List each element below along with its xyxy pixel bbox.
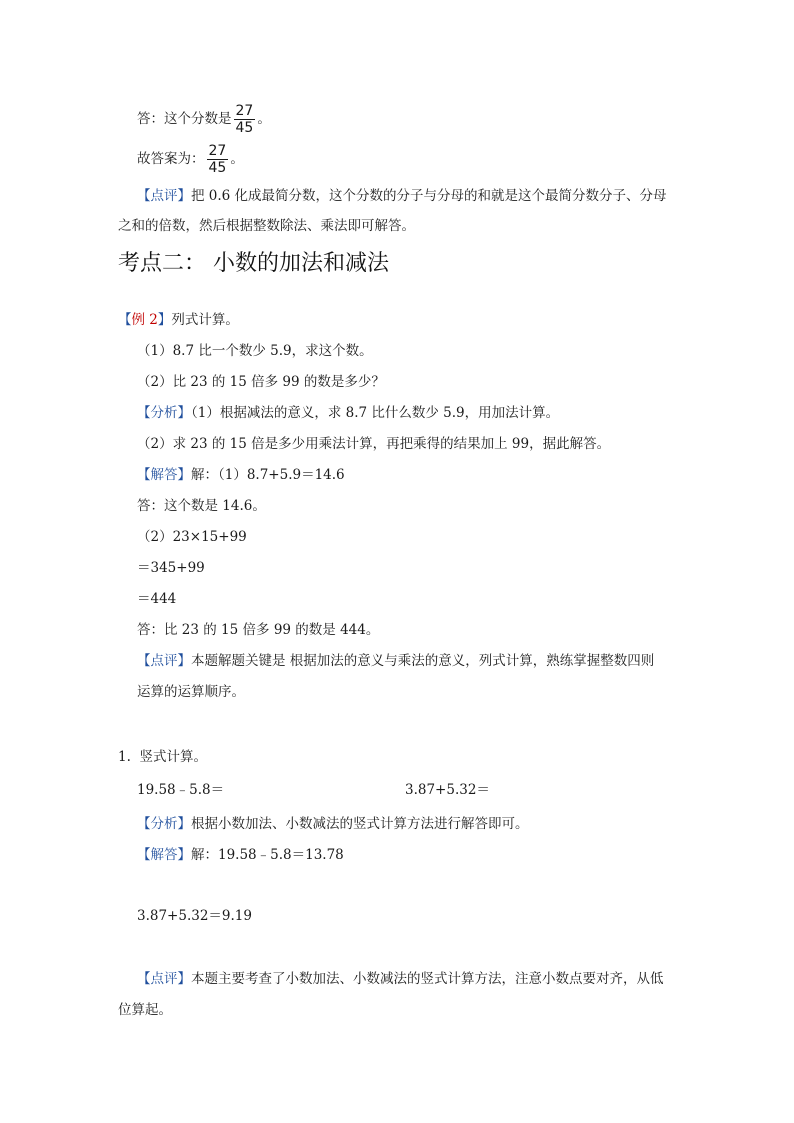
exercise-comment-line-1 (137, 969, 664, 989)
exercise-solution-2: 3.87+5.32＝9.19 (137, 908, 252, 924)
comment-tag: 【点评】 (137, 188, 191, 204)
analysis-text-1: （1）根据减法的意义，求 8.7 比什么数少 5.9，用加法计算。 (191, 405, 560, 421)
bracket-right: 】 (157, 312, 172, 328)
expression-1: 19.58﹣5.8＝ (137, 782, 225, 798)
comment-text-2: 之和的倍数，然后根据整数除法、乘法即可解答。 (118, 218, 415, 234)
answer-prefix: 答：这个分数是 (137, 111, 232, 127)
so-suffix: 。 (230, 151, 244, 167)
bracket-left: 【 (118, 312, 132, 328)
exercise-solution-1 (137, 845, 344, 865)
example-2-tag (118, 312, 171, 328)
fraction-numerator: 27 (235, 103, 254, 119)
so-prefix: 故答案为： (137, 151, 205, 167)
example-2-label: 例 2 (131, 312, 158, 328)
analysis-tag: 【分析】 (137, 816, 191, 832)
analysis-tag: 【分析】 (137, 405, 191, 421)
fraction-27-45-second (207, 144, 229, 175)
comment-line-2 (118, 216, 415, 236)
comment-tag: 【点评】 (137, 971, 191, 987)
step-1: （2）23×15+99 (137, 529, 247, 545)
comment-2-line-2: 运算的运算顺序。 (137, 684, 245, 700)
exercise-comment-line-2: 位算起。 (118, 1002, 172, 1018)
comment-line-1 (137, 186, 667, 206)
answer-line (137, 104, 271, 135)
analysis-line-2: （2）求 23 的 15 倍是多少用乘法计算，再把乘得的结果加上 99，据此解答。 (137, 436, 611, 452)
analysis-line-1 (137, 403, 559, 423)
question-2: （2）比 23 的 15 倍多 99 的数是多少？ (137, 374, 385, 390)
answer-1: 答：这个数是 14.6。 (137, 498, 266, 514)
fraction-numerator: 27 (208, 143, 227, 159)
exercise-title: 竖式计算。 (139, 749, 207, 765)
fraction-denominator: 45 (235, 120, 254, 136)
fraction-denominator: 45 (208, 160, 227, 176)
answer-2: 答：比 23 的 15 倍多 99 的数是 444。 (137, 622, 380, 638)
comment-text: 把 0.6 化成最简分数，这个分数的分子与分母的和就是这个最简分数分子、分母 (191, 188, 667, 204)
solution-tag: 【解答】 (137, 847, 191, 863)
exercise-number: 1. (118, 749, 131, 765)
question-1: （1）8.7 比一个数少 5.9，求这个数。 (137, 343, 373, 359)
example-2-heading (118, 310, 239, 330)
solution-tag: 【解答】 (137, 467, 191, 483)
expression-2: 3.87+5.32＝ (405, 782, 490, 798)
section-title: 考点二： 小数的加法和减法 (118, 251, 389, 276)
comment-tag: 【点评】 (137, 653, 191, 669)
exercise-analysis (137, 814, 529, 834)
solution-line-1 (137, 465, 345, 485)
analysis-text: 根据小数加法、小数减法的竖式计算方法进行解答即可。 (191, 816, 529, 832)
step-3: ＝444 (137, 591, 177, 607)
so-answer-line (137, 144, 244, 175)
answer-suffix: 。 (257, 111, 271, 127)
comment-text: 本题解题关键是 根据加法的意义与乘法的意义，列式计算，熟练掌握整数四则 (191, 653, 655, 669)
comment-2-line-1 (137, 651, 654, 671)
solution-text-1: 解：19.58﹣5.8＝13.78 (191, 847, 344, 863)
comment-text: 本题主要考查了小数加法、小数减法的竖式计算方法，注意小数点要对齐，从低 (191, 971, 664, 987)
exercise-1-heading (118, 747, 207, 767)
fraction-27-45 (234, 104, 256, 135)
step-2: ＝345+99 (137, 560, 205, 576)
solution-text-1: 解：（1）8.7+5.9＝14.6 (191, 467, 345, 483)
example-2-title: 列式计算。 (171, 312, 239, 328)
